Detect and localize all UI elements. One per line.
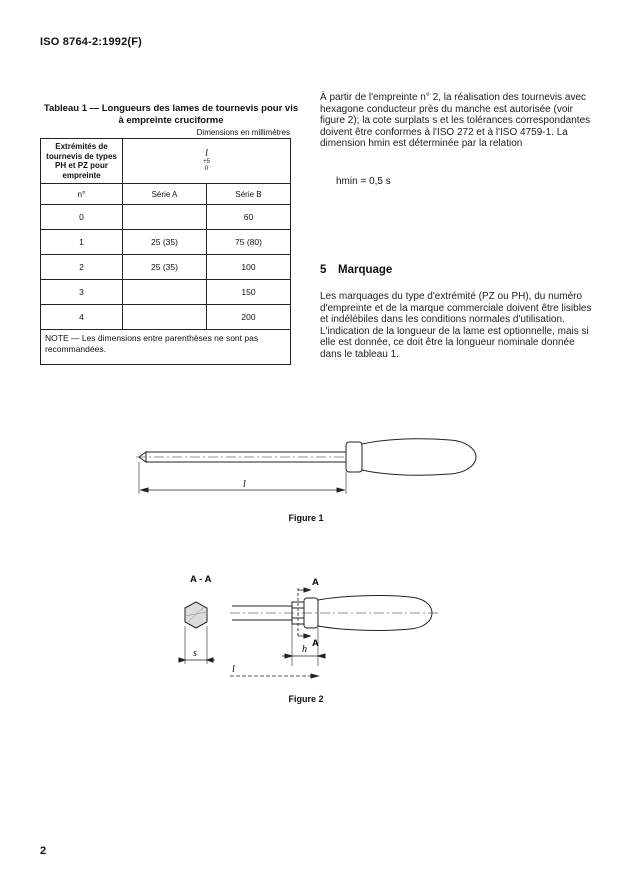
section-cut-label-top: A [312, 577, 319, 588]
formula: hmin = 0,5 s [336, 176, 391, 187]
col-header-n: n° [41, 184, 123, 205]
table-unit-note: Dimensions en millimètres [196, 128, 290, 137]
page-number: 2 [40, 845, 47, 857]
dim-label-s: s [193, 648, 197, 659]
hexagon-section [185, 602, 207, 628]
tolerance-upper: +5 [203, 159, 210, 165]
cell-series-a: 25 (35) [123, 255, 207, 280]
table-title: Tableau 1 — Longueurs des lames de tournevis pour vis à empreinte cruciforme [43, 103, 299, 126]
document-id: ISO 8764-2:1992(F) [40, 36, 143, 48]
section-view-label: A - A [190, 574, 212, 585]
section-cut-label-bottom: A [312, 638, 319, 649]
section-title: Marquage [338, 264, 393, 276]
figure-1-caption: Figure 1 [288, 513, 324, 523]
table-note: NOTE — Les dimensions entre parenthèses ne sont pas recommandées. [41, 330, 291, 365]
cell-series-b: 60 [207, 205, 291, 230]
cell-series-b: 200 [207, 305, 291, 330]
dim-label-l: l [232, 664, 235, 675]
cell-series-b: 75 (80) [207, 230, 291, 255]
cell-series-b: 150 [207, 280, 291, 305]
cell-n: 0 [41, 205, 123, 230]
cell-n: 3 [41, 280, 123, 305]
col-header-series-b: Série B [207, 184, 291, 205]
tolerance-lower: 0 [204, 166, 209, 172]
length-symbol: l [205, 148, 208, 159]
paragraph-marking: Les marquages du type d'extrémité (PZ ou PH), du numéro d'empreinte et de la marque commerciale doivent être lisibles et indélébiles dans les conditions normales d'utilisation. L'indication de la longueur de la lame est optionnelle, mais si elle est donnée, ce doit être la longueur nominale donnée dans le tableau 1. [320, 291, 592, 360]
dim-label-l: l [243, 479, 246, 490]
cell-series-a: 25 (35) [123, 230, 207, 255]
section-number: 5 [320, 264, 327, 276]
col-header-tips: Extrémités de tournevis de types PH et PZ pour empreinte [41, 139, 123, 184]
figure-2-caption: Figure 2 [288, 694, 324, 704]
cell-n: 1 [41, 230, 123, 255]
paragraph-hexagon: À partir de l'empreinte n° 2, la réalisation des tournevis avec hexagone conducteur près du manche est autorisée (voir figure 2); la cote surplats s et les tolérances correspondantes doivent être conformes à l'ISO 272 et à l'ISO 4759-1. La dimension hmin est déterminée par la relation [320, 92, 591, 149]
dim-label-h: h [302, 644, 307, 655]
cell-n: 2 [41, 255, 123, 280]
col-header-series-a: Série A [123, 184, 207, 205]
cell-series-b: 100 [207, 255, 291, 280]
cell-n: 4 [41, 305, 123, 330]
